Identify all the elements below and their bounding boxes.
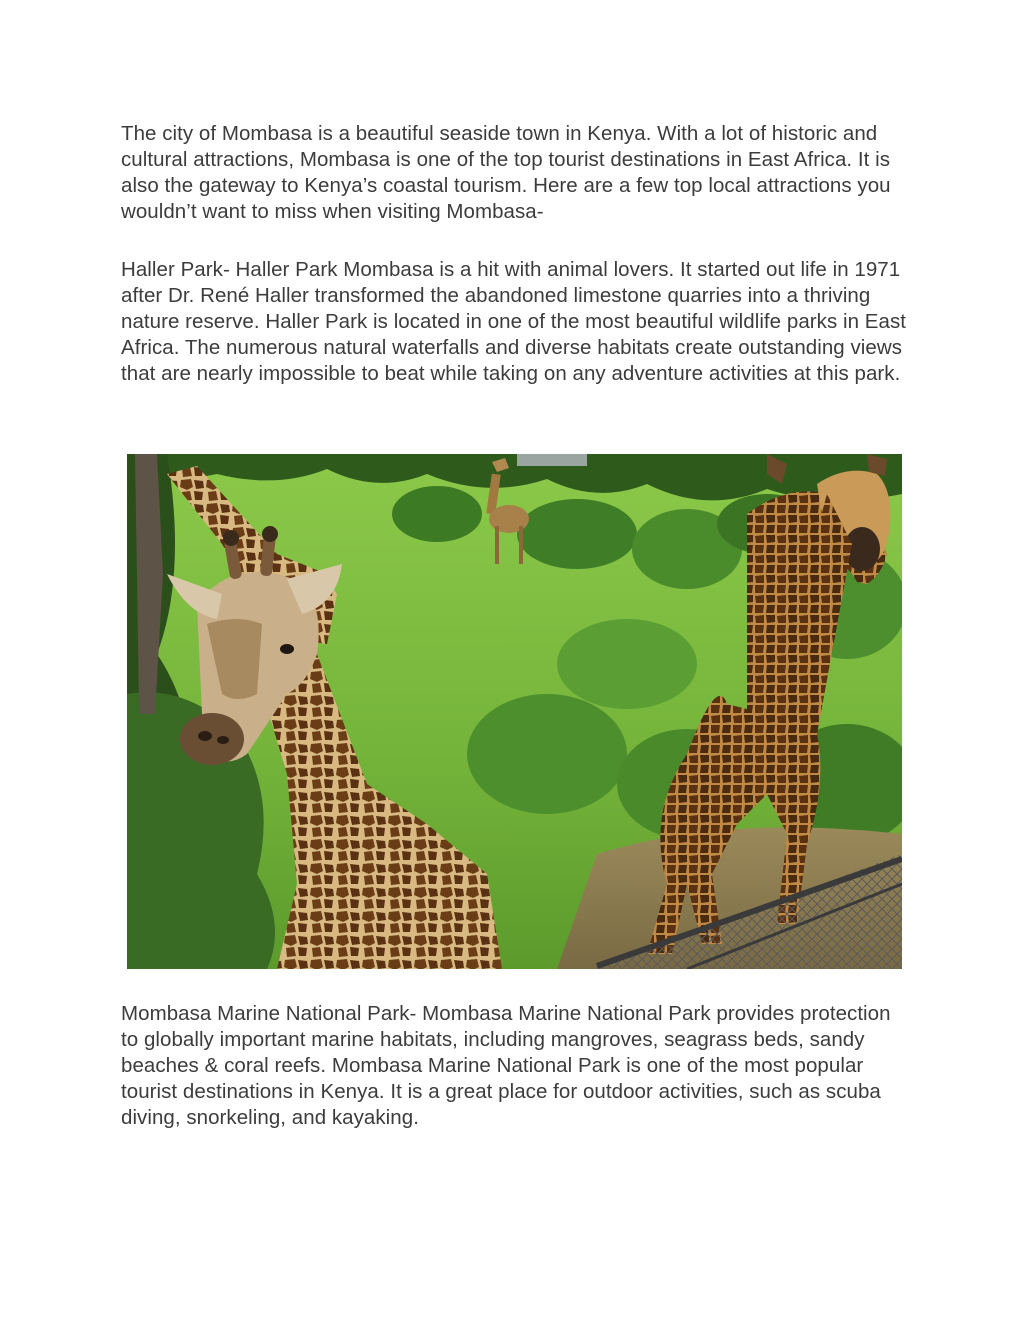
- intro-paragraph: The city of Mombasa is a beautiful seaside town in Kenya. With a lot of historic and cultural attractions, Mombasa is one of the top tourist destinations in East Africa. It is also the gateway to Kenya’s coastal tourism. Here are a few top local attractions you wouldn’t want to miss when visiting Mombasa-: [121, 122, 891, 223]
- giraffes-photo: [127, 454, 902, 969]
- haller-park-paragraph: Haller Park- Haller Park Mombasa is a hit with animal lovers. It started out life in 1971 after Dr. René Haller transformed the abandoned limestone quarries into a thriving nature reserve. Haller Park is located in one of the most beautiful wildlife parks in East Africa. The numerous natural waterfalls and diverse habitats create outstanding views that are nearly impossible to beat while taking on any adventure activities at this park.: [121, 258, 907, 385]
- marine-park-paragraph: Mombasa Marine National Park- Mombasa Marine National Park provides protection to globally important marine habitats, including mangroves, seagrass beds, sandy beaches & coral reefs. Mombasa Marine National Park is one of the most popular tourist destinations in Kenya. It is a great place for outdoor activities, such as scuba diving, snorkeling, and kayaking.: [121, 1002, 891, 1129]
